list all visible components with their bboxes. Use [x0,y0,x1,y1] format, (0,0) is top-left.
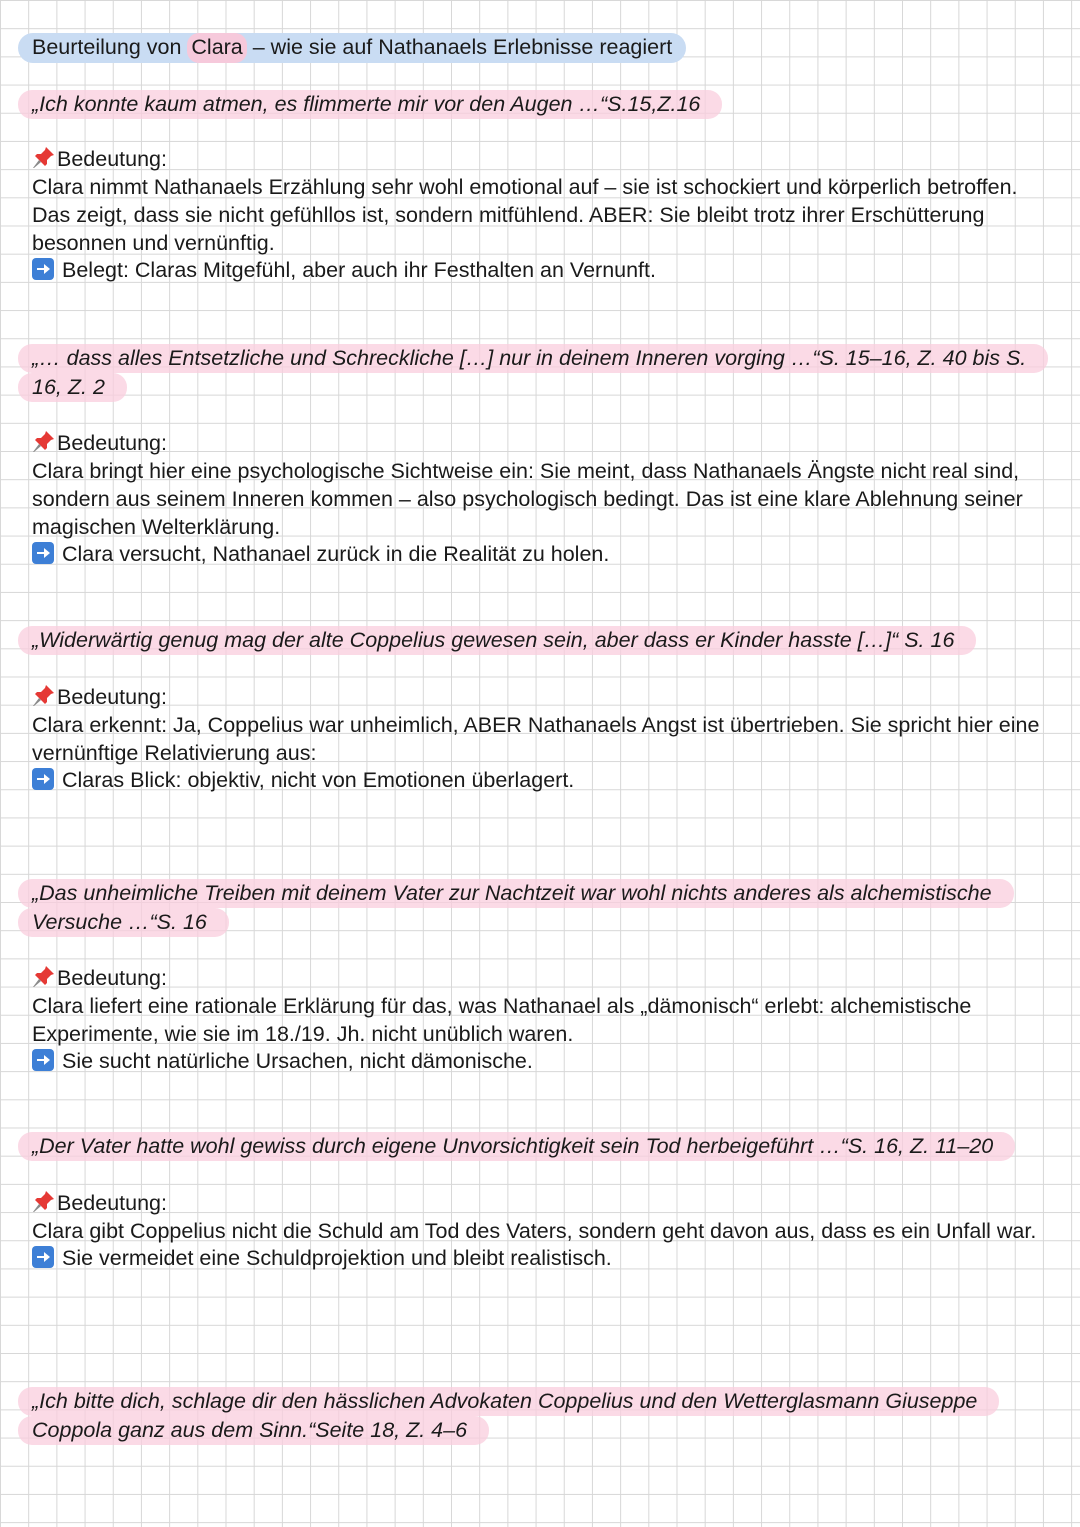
quote-section-2 [32,344,1052,567]
quote-text: „Das unheimliche Treiben mit deinem Vater zur Nachtzeit war wohl nichts anderes als alchemistische Versuche …“S. 16 [32,879,1052,936]
meaning-text: Clara liefert eine rationale Erklärung für das, was Nathanael als „dämonisch“ erlebt: alchemistische Experimente, wie sie im 18./19. Jh. nicht unüblich waren. [32,994,972,1046]
conclusion: Clara versucht, Nathanael zurück in die Realität zu holen. [32,541,1052,567]
meaning-label: Bedeutung: [32,1189,1052,1217]
conclusion: Claras Blick: objektiv, nicht von Emotionen überlagert. [32,767,1052,793]
arrow-right-icon [32,1049,54,1071]
meaning-label: Bedeutung: [32,145,1052,173]
arrow-right-icon [32,1246,54,1268]
quote-section-1 [32,90,1052,283]
quote-section-3 [32,626,1052,793]
title-part-1: Beurteilung von [32,35,188,59]
page-title [32,32,686,62]
meaning-label: Bedeutung: [32,429,1052,457]
quote-section-4 [32,879,1052,1074]
meaning-label: Bedeutung: [32,964,1052,992]
title-highlight [18,33,686,63]
pushpin-icon [32,964,56,988]
meaning-text: Clara gibt Coppelius nicht die Schuld am Tod des Vaters, sondern geht davon aus, dass es ein Unfall war. [32,1218,1037,1243]
meaning-text: Clara bringt hier eine psychologische Sichtweise ein: Sie meint, dass Nathanaels Ängste nicht real sind, sondern aus seinem Inneren kommen – also psychologisch bedingt. Das ist eine klare Ablehnung seiner magischen Welterklärung. [32,459,1023,539]
quote-text: „Widerwärtig genug mag der alte Coppelius gewesen sein, aber dass er Kinder hasste […]“ S. 16 [32,626,1052,655]
title-name-highlight: Clara [187,33,246,63]
conclusion: Sie sucht natürliche Ursachen, nicht dämonische. [32,1048,1052,1074]
arrow-right-icon [32,258,54,280]
quote-text: „Ich bitte dich, schlage dir den hässlichen Advokaten Coppelius und den Wetterglasmann Giuseppe Coppola ganz aus dem Sinn.“Seite 18, Z. 4–6 [32,1387,1052,1444]
meaning-text: Clara erkennt: Ja, Coppelius war unheimlich, ABER Nathanaels Angst ist übertrieben. Sie spricht hier eine vernünftige Relativierung aus: [32,712,1040,765]
conclusion: Sie vermeidet eine Schuldprojektion und bleibt realistisch. [32,1245,1052,1271]
quote-text: „Der Vater hatte wohl gewiss durch eigene Unvorsichtigkeit sein Tod herbeigeführt …“S. 16, Z. 11–20 [32,1132,1052,1161]
conclusion: Belegt: Claras Mitgefühl, aber auch ihr Festhalten an Vernunft. [32,257,1052,283]
pushpin-icon [32,683,56,707]
quote-text: „Ich konnte kaum atmen, es flimmerte mir vor den Augen …“S.15,Z.16 [32,90,1052,119]
quote-section-5 [32,1132,1052,1271]
meaning-text: Clara nimmt Nathanaels Erzählung sehr wohl emotional auf – sie ist schockiert und körperlich betroffen. Das zeigt, dass sie nicht gefühllos ist, sondern mitfühlend. ABER: Sie bleibt trotz ihrer Erschütterung besonnen und vernünftig. [32,174,1018,255]
arrow-right-icon [32,542,54,564]
meaning-label: Bedeutung: [32,683,1052,711]
title-part-2: – wie sie auf Nathanaels Erlebnisse reagiert [246,35,673,59]
arrow-right-icon [32,768,54,790]
quote-text: „… dass alles Entsetzliche und Schreckliche […] nur in deinem Inneren vorging …“S. 15–16, Z. 40 bis S. 16, Z. 2 [32,344,1052,401]
pushpin-icon [32,145,56,169]
pushpin-icon [32,429,56,453]
pushpin-icon [32,1189,56,1213]
quote-section-6 [32,1387,1052,1444]
